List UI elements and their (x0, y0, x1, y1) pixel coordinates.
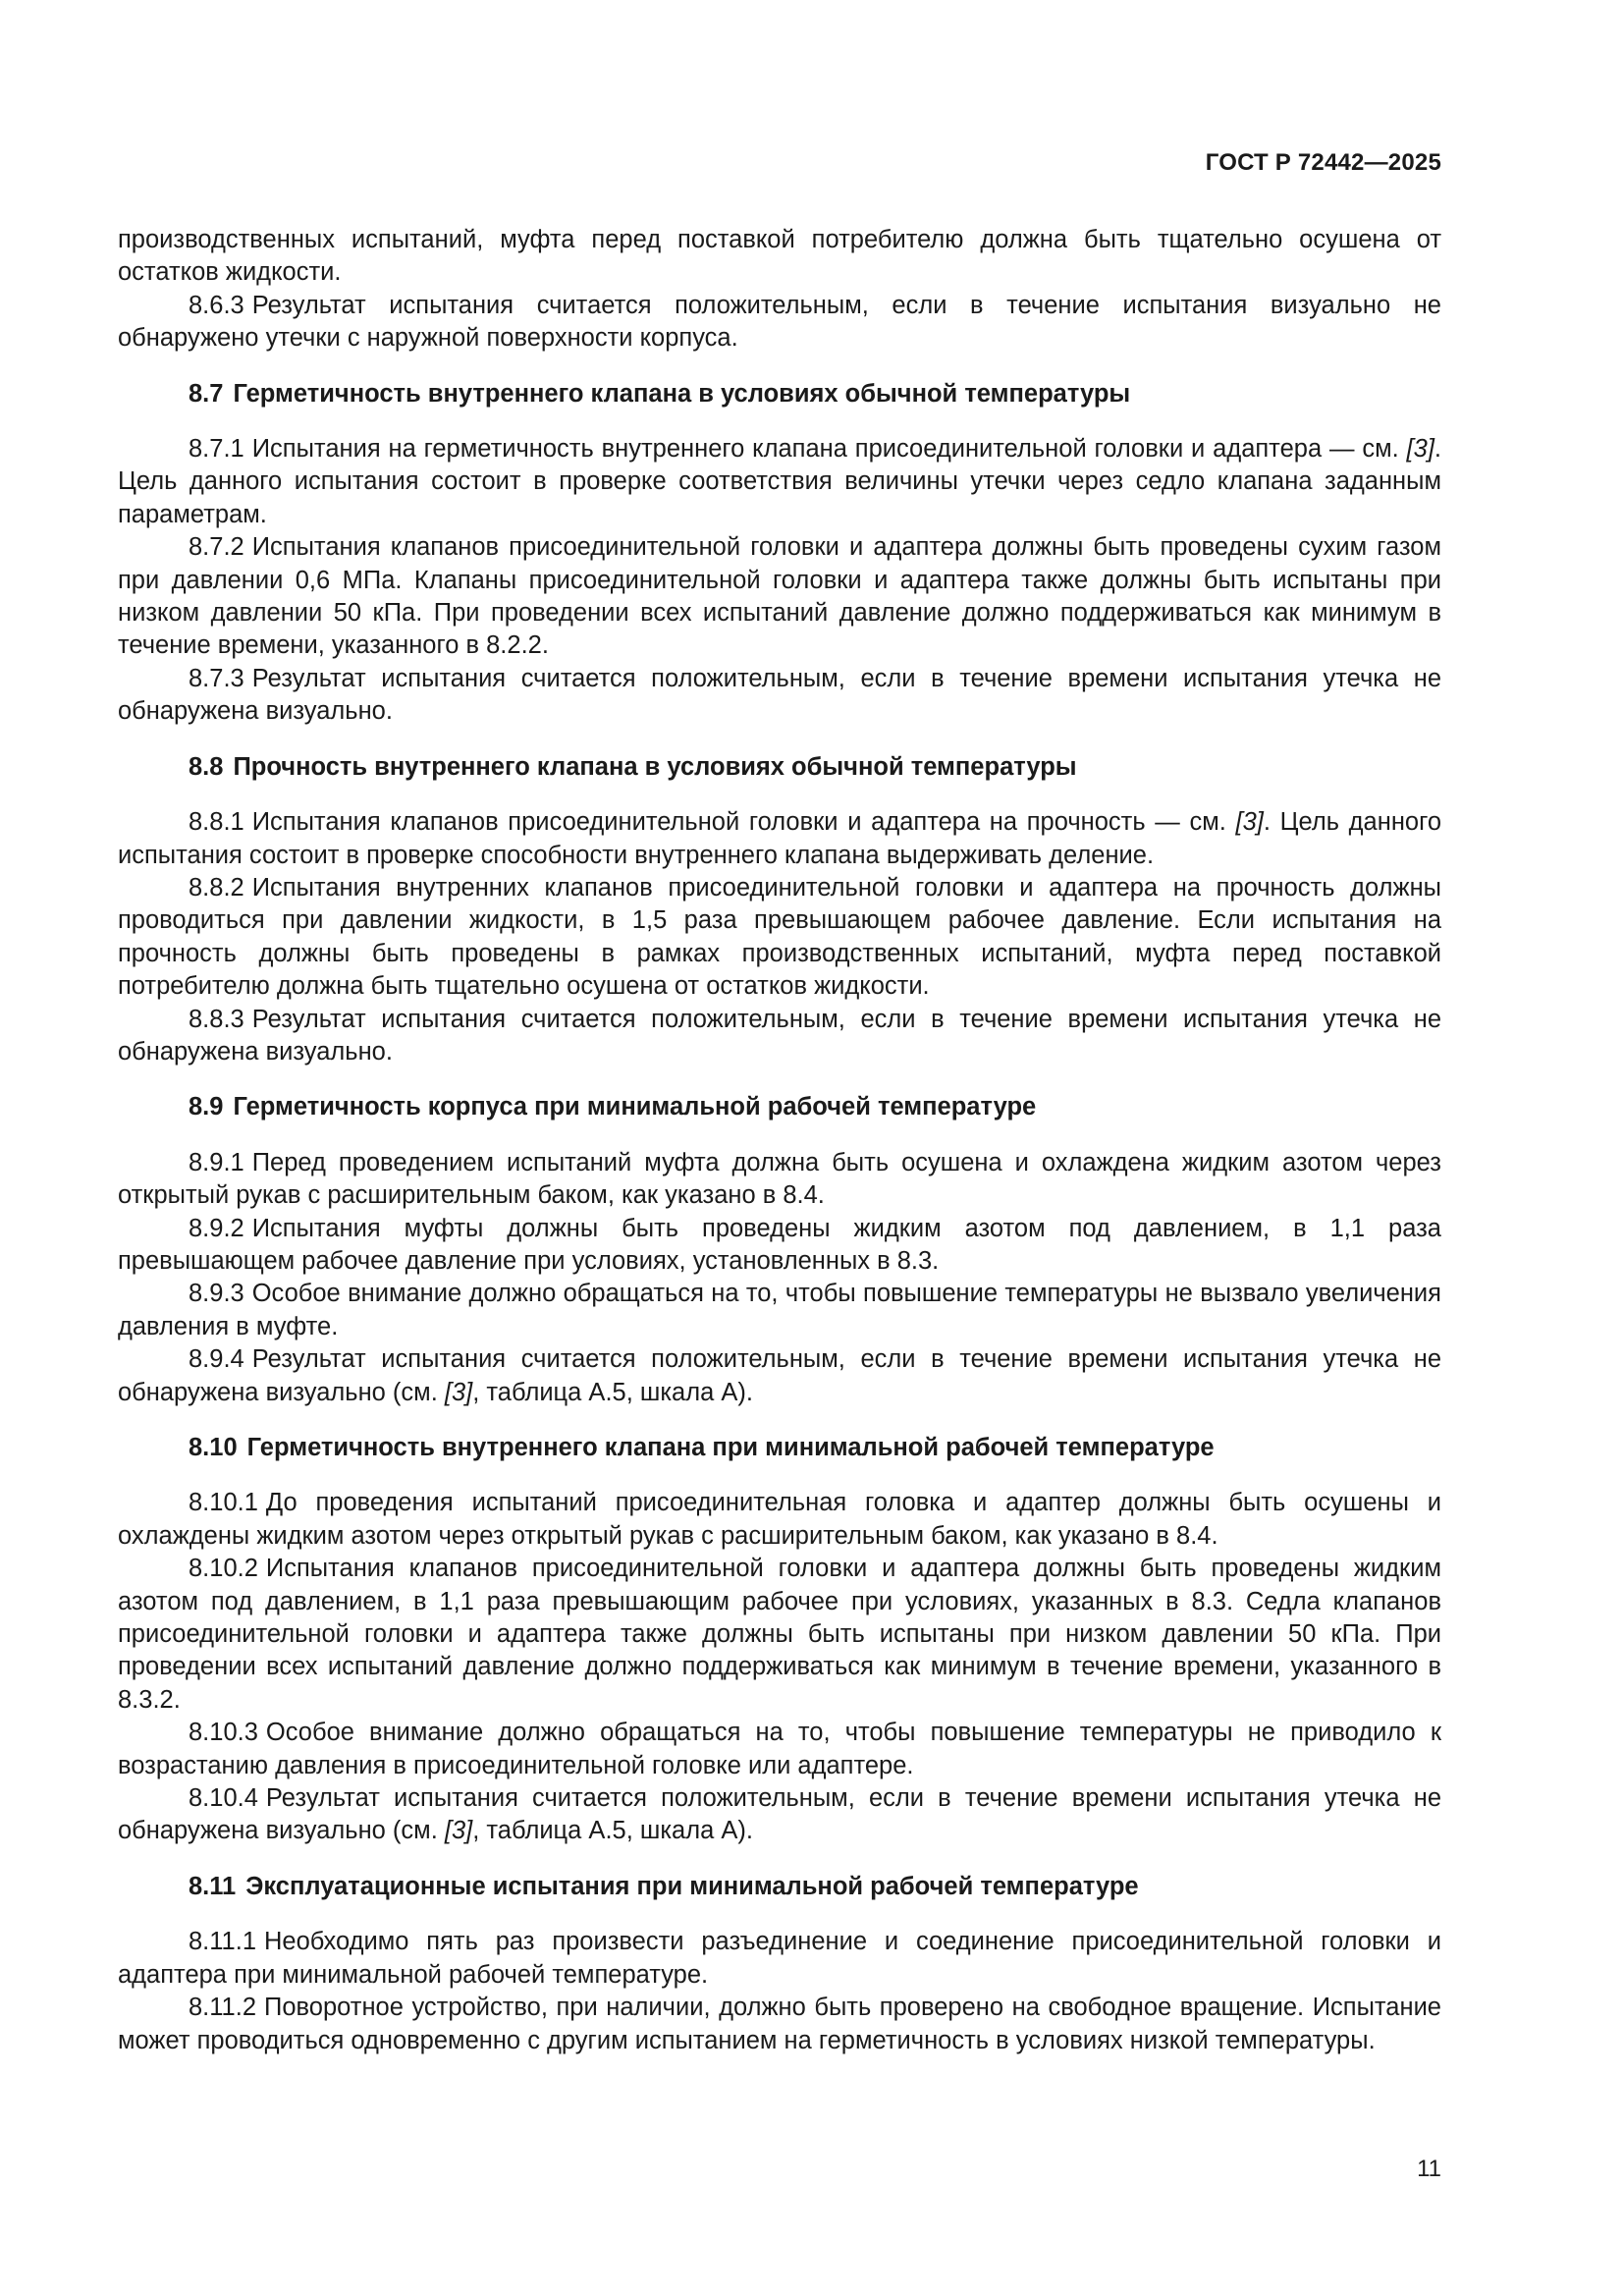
paragraph-number: 8.10.4 (189, 1784, 258, 1813)
paragraph-8-9-1 (118, 1147, 1441, 1213)
paragraph-text: Особое внимание должно обращаться на то, чтобы повышение температуры не приводило к возрастанию давления в присоединительной головке или адаптере. (118, 1719, 1441, 1779)
paragraph-number: 8.9.2 (189, 1214, 244, 1242)
paragraph-text: Испытания на герметичность внутреннего клапана присоединительной головки и адаптера — см. (251, 435, 1407, 464)
paragraph-text: Результат испытания считается положительным, если в течение времени испытания утечка не обнаружена визуально. (118, 664, 1441, 726)
paragraph-number: 8.9.1 (189, 1148, 244, 1176)
paragraph-text: До проведения испытаний присоединительная головка и адаптер должны быть осушены и охлаждены жидким азотом через открытый рукав с расширительным баком, как указано в 8.4. (118, 1489, 1441, 1550)
paragraph-continuation: производственных испытаний, муфта перед поставкой потребителю должна быть тщательно осушена от остатков жидкости. (118, 226, 1441, 287)
section-heading-8-9 (118, 1091, 1441, 1123)
paragraph-text: Результат испытания считается положительным, если в течение времени испытания утечка не обнаружена визуально (см. (118, 1345, 1441, 1406)
paragraph-8-10-2 (118, 1553, 1441, 1717)
paragraph-text: Результат испытания считается положительным, если в течение времени испытания утечка не обнаружена визуально. (118, 1005, 1441, 1066)
paragraph-number: 8.6.3 (189, 291, 244, 319)
paragraph-text: Испытания клапанов присоединительной головки и адаптера на прочность — см. (251, 808, 1236, 837)
section-title: Герметичность внутреннего клапана при минимальной рабочей температуре (246, 1434, 1215, 1461)
section-heading-8-8 (118, 751, 1441, 784)
paragraph-text: Необходимо пять раз произвести разъединение и соединение присоединительной головки и адаптера при минимальной рабочей температуре. (118, 1928, 1441, 1989)
paragraph-text: Результат испытания считается положительным, если в течение испытания визуально не обнаружено утечки с наружной поверхности корпуса. (118, 291, 1441, 353)
paragraph-text: , таблица А.5, шкала А). (472, 1817, 753, 1845)
paragraph-text: Перед проведением испытаний муфта должна быть осушена и охлаждена жидким азотом через открытый рукав с расширительным баком, как указано в 8.4. (118, 1148, 1441, 1210)
section-number: 8.8 (189, 752, 224, 781)
section-number: 8.9 (189, 1093, 224, 1121)
paragraph-8-9-4 (118, 1343, 1441, 1409)
paragraph-8-11-2 (118, 1992, 1441, 2057)
section-heading-8-7 (118, 378, 1441, 410)
paragraph-number: 8.8.2 (189, 873, 244, 902)
paragraph-8-8-3 (118, 1004, 1441, 1069)
paragraph-number: 8.7.2 (189, 533, 244, 562)
section-title: Герметичность внутреннего клапана в условиях обычной температуры (233, 379, 1131, 408)
paragraph-text: Испытания клапанов присоединительной головки и адаптера должны быть проведены жидким азотом под давлением, в 1,1 раза превышающим рабочее при условиях, указанных в 8.3. Седла клапанов присоединительной головки и адаптера также должны быть испытаны при низком давлении 50 кПа. При проведении всех испытаний давление должно поддерживаться как минимум в течение времени, указанного в 8.3.2. (118, 1555, 1441, 1714)
paragraph-8-7-1 (118, 433, 1441, 531)
section-title: Герметичность корпуса при минимальной рабочей температуре (233, 1093, 1037, 1121)
paragraph-number: 8.8.1 (189, 808, 244, 837)
paragraph-number: 8.10.3 (189, 1719, 258, 1747)
paragraph-8-9-3 (118, 1278, 1441, 1343)
paragraph-text: Испытания внутренних клапанов присоединительной головки и адаптера на прочность должны проводиться при давлении жидкости, в 1,5 раза превышающем рабочее давление. Если испытания на прочность должны быть проведены в рамках производственных испытаний, муфта перед поставкой потребителю должна быть тщательно осушена от остатков жидкости. (118, 873, 1441, 1001)
paragraph-text: Испытания муфты должны быть проведены жидким азотом под давлением, в 1,1 раза превышающем рабочее давление при условиях, установленных в 8.3. (118, 1214, 1441, 1275)
paragraph-number: 8.11.1 (189, 1928, 257, 1956)
paragraph-8-10-1 (118, 1487, 1441, 1553)
paragraph-text: . Цель данного испытания состоит в проверке соответствия величины утечки через седло клапана заданным параметрам. (118, 435, 1441, 528)
paragraph-number: 8.8.3 (189, 1005, 244, 1033)
document-body (118, 224, 1441, 2057)
paragraph-number: 8.11.2 (189, 1994, 257, 2022)
paragraph-text: , таблица А.5, шкала А). (472, 1378, 753, 1406)
paragraph-8-8-2 (118, 872, 1441, 1004)
paragraph-8-10-3 (118, 1717, 1441, 1782)
paragraph-8-6-3 (118, 290, 1441, 355)
page-number: 11 (1417, 2156, 1441, 2182)
paragraph-number: 8.9.4 (189, 1345, 244, 1374)
paragraph-8-7-3 (118, 663, 1441, 729)
paragraph-number: 8.7.1 (189, 435, 244, 464)
paragraph-number: 8.10.1 (189, 1489, 258, 1517)
paragraph-number: 8.7.3 (189, 664, 244, 692)
section-number: 8.11 (189, 1872, 237, 1900)
section-heading-8-11 (118, 1871, 1441, 1903)
paragraph-text: Результат испытания считается положительным, если в течение времени испытания утечка не обнаружена визуально (см. (118, 1784, 1441, 1845)
section-title: Эксплуатационные испытания при минимальной рабочей температуре (245, 1872, 1139, 1900)
section-number: 8.10 (189, 1434, 238, 1461)
paragraph-8-10-4 (118, 1782, 1441, 1848)
paragraph-8-8-1 (118, 806, 1441, 872)
section-title: Прочность внутреннего клапана в условиях обычной температуры (233, 752, 1077, 781)
paragraph-8-7-2 (118, 531, 1441, 663)
section-number: 8.7 (189, 379, 224, 408)
document-header: ГОСТ Р 72442—2025 (1205, 149, 1441, 176)
paragraph-text: Поворотное устройство, при наличии, должно быть проверено на свободное вращение. Испытание может проводиться одновременно с другим испытанием на герметичность в условиях низкой температуры. (118, 1994, 1441, 2054)
paragraph-text: . Цель данного испытания состоит в проверке способности внутреннего клапана выдерживать деление. (118, 808, 1441, 869)
paragraph-text: Особое внимание должно обращаться на то, чтобы повышение температуры не вызвало увеличения давления в муфте. (118, 1280, 1441, 1340)
reference-link: [3] (444, 1378, 473, 1406)
paragraph-number: 8.10.2 (189, 1555, 258, 1583)
paragraph-number: 8.9.3 (189, 1280, 244, 1308)
paragraph-8-11-1 (118, 1926, 1441, 1992)
reference-link: [3] (444, 1817, 473, 1845)
reference-link: [3] (1406, 435, 1434, 464)
section-heading-8-10 (118, 1432, 1441, 1464)
paragraph-text: Испытания клапанов присоединительной головки и адаптера должны быть проведены сухим газом при давлении 0,6 МПа. Клапаны присоединительной головки и адаптера также должны быть испытаны при низком давлении 50 кПа. При проведении всех испытаний давление должно поддерживаться как минимум в течение времени, указанного в 8.2.2. (118, 533, 1441, 660)
paragraph-8-9-2 (118, 1213, 1441, 1279)
reference-link: [3] (1235, 808, 1264, 837)
